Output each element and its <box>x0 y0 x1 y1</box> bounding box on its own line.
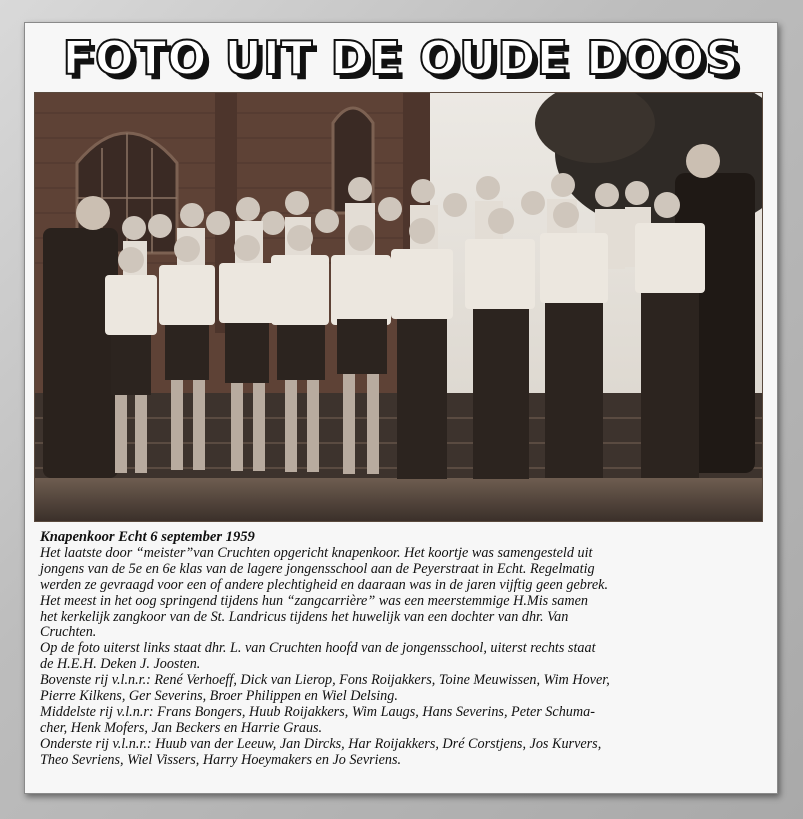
group-photo-image <box>35 93 762 521</box>
caption-line: Middelste rij v.l.n.r: Frans Bongers, Huub Roijakkers, Wim Laugs, Hans Severins, Peter Schuma- <box>40 703 595 720</box>
caption-line: de H.E.H. Deken J. Joosten. <box>40 656 201 673</box>
caption-line: cher, Henk Mofers, Jan Beckers en Harrie Graus. <box>40 719 323 736</box>
caption-line: Het meest in het oog springend tijdens hun “zangcarrière” was een meerstemmige H.Mis samen <box>40 592 588 609</box>
caption-line: Het laatste door “meister”van Cruchten opgericht knapenkoor. Het koortje was samengesteld uit <box>40 544 593 561</box>
caption-title: Knapenkoor Echt 6 september 1959 <box>40 529 255 545</box>
group-photo <box>34 92 763 522</box>
caption-line: Cruchten. <box>40 624 97 641</box>
caption-line: werden ze gevraagd voor een of andere plechtigheid en daaraan was in de jaren vijftig geen gebrek. <box>40 576 609 593</box>
caption-line: Onderste rij v.l.n.r.: Huub van der Leeuw, Jan Dircks, Har Roijakkers, Dré Corstjens, Jos Kurvers, <box>40 735 602 752</box>
caption-line: Theo Sevriens, Wiel Vissers, Harry Hoeymakers en Jo Sevriens. <box>40 751 402 768</box>
caption-line: jongens van de 5e en 6e klas van de lagere jongensschool aan de Peyerstraat in Echt. Regelmatig <box>40 560 595 577</box>
headline: FOTO UIT DE OUDE DOOS <box>62 31 740 85</box>
caption-line: Op de foto uiterst links staat dhr. L. van Cruchten hoofd van de jongensschool, uiterst rechts staat <box>40 640 596 657</box>
adult-left <box>43 196 118 478</box>
caption-line: het kerkelijk zangkoor van de St. Landricus tijdens het huwelijk van een dochter van dhr. Van <box>40 608 569 625</box>
caption-line: Bovenste rij v.l.n.r.: René Verhoeff, Dick van Lierop, Fons Roijakkers, Toine Meuwissen, Wim Hover, <box>40 672 610 689</box>
photo-caption <box>40 530 768 769</box>
clipping-panel <box>24 22 778 794</box>
caption-line: Pierre Kilkens, Ger Severins, Broer Philippen en Wiel Delsing. <box>40 688 398 705</box>
ground <box>35 478 762 521</box>
